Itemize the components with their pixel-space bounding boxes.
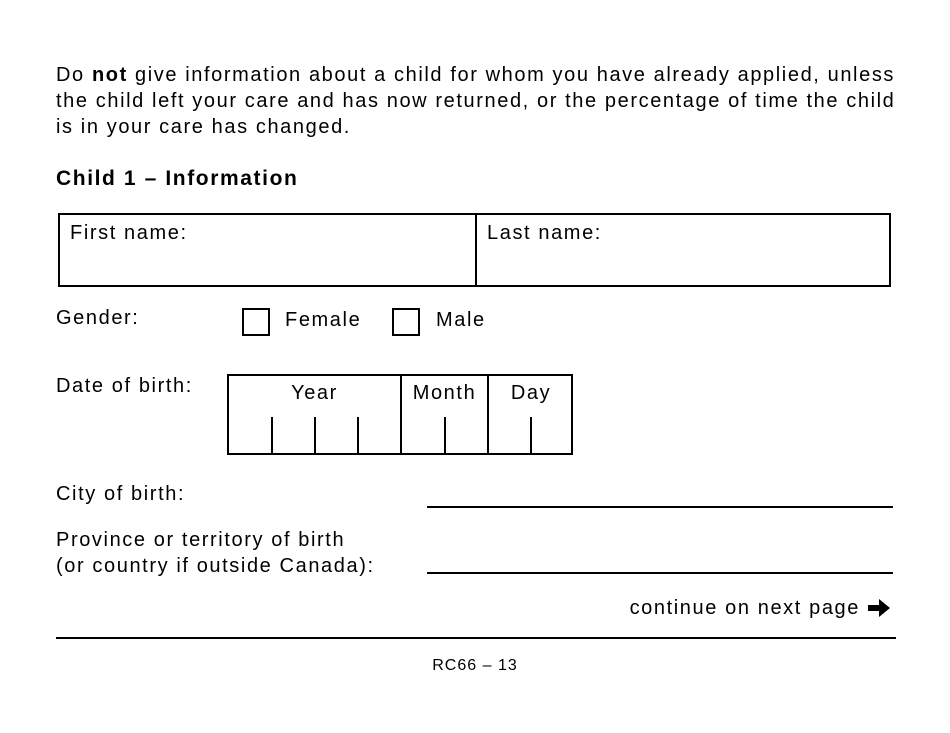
- name-box: [58, 213, 891, 287]
- female-checkbox[interactable]: [242, 308, 270, 336]
- dob-year-divider: [314, 417, 316, 453]
- continue-next-page: [630, 596, 892, 620]
- gender-label: Gender:: [56, 307, 140, 329]
- province-label-line1: Province or territory of birth: [56, 529, 346, 551]
- dob-box[interactable]: [227, 374, 573, 455]
- section-heading: Child 1 – Information: [56, 167, 299, 190]
- male-checkbox[interactable]: [392, 308, 420, 336]
- dob-year-divider: [357, 417, 359, 453]
- intro-text-start: Do: [56, 64, 92, 86]
- first-name-input[interactable]: [70, 253, 469, 283]
- intro-paragraph: [56, 62, 916, 140]
- right-arrow-icon: [866, 596, 892, 620]
- female-label: Female: [285, 309, 362, 331]
- intro-emphasis: not: [91, 64, 128, 86]
- dob-year-label: Year: [291, 382, 338, 404]
- dob-month-label: Month: [412, 382, 477, 404]
- dob-day-label: Day: [510, 382, 552, 404]
- dob-year-segment[interactable]: [229, 376, 402, 453]
- dob-year-divider: [271, 417, 273, 453]
- name-box-divider: [475, 215, 477, 285]
- dob-day-segment[interactable]: [489, 376, 573, 453]
- last-name-label: Last name:: [487, 222, 602, 244]
- city-of-birth-input[interactable]: [427, 484, 893, 508]
- dob-day-divider: [530, 417, 532, 453]
- city-of-birth-label: City of birth:: [56, 483, 186, 505]
- male-label: Male: [436, 309, 486, 331]
- last-name-input[interactable]: [487, 253, 886, 283]
- page-number: RC66 – 13: [432, 657, 518, 674]
- dob-label: Date of birth:: [56, 375, 193, 397]
- dob-month-divider: [444, 417, 446, 453]
- province-of-birth-input[interactable]: [427, 550, 893, 574]
- first-name-label: First name:: [70, 222, 188, 244]
- continue-label: continue on next page: [629, 596, 860, 619]
- province-label: [56, 527, 375, 579]
- dob-month-segment[interactable]: [402, 376, 489, 453]
- province-label-line2: (or country if outside Canada):: [56, 555, 375, 577]
- intro-text-rest: give information about a child for whom you have already applied, unless the child left your care and has now returned, or the percentage of time the child is in your care has changed.: [56, 64, 896, 138]
- footer-rule: [56, 637, 896, 639]
